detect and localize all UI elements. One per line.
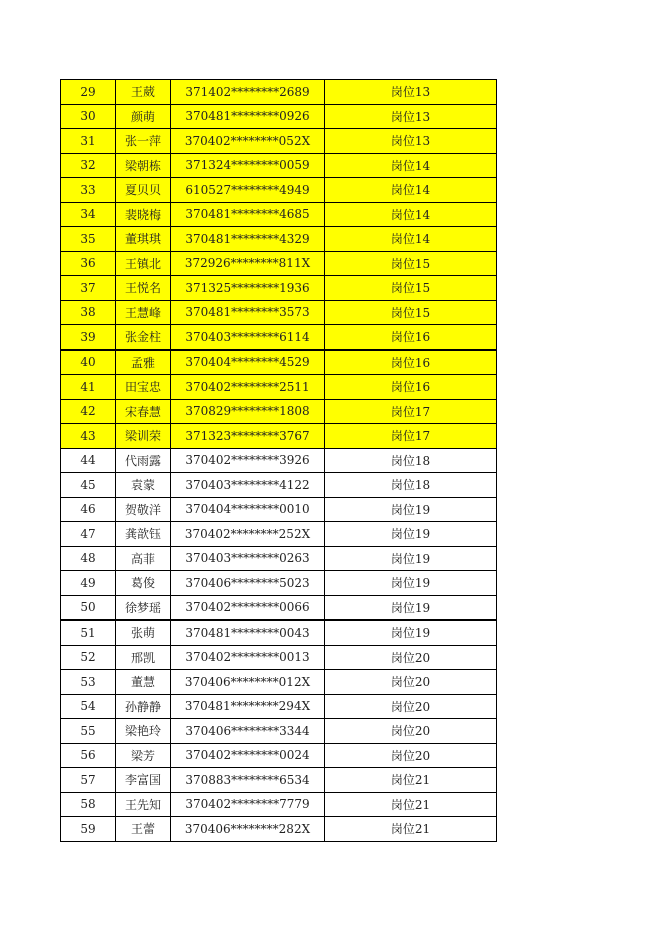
row-number-cell: 31: [61, 129, 116, 154]
position-cell: 岗位21: [325, 768, 497, 793]
row-number-cell: 39: [61, 325, 116, 350]
name-cell: 梁朝栋: [116, 153, 171, 178]
name-cell: 王慧峰: [116, 300, 171, 325]
id-number-cell: 370481********4685: [171, 202, 325, 227]
id-number-cell: 372926********811X: [171, 251, 325, 276]
name-cell: 王镇北: [116, 251, 171, 276]
id-number-cell: 370406********5023: [171, 571, 325, 596]
position-cell: 岗位14: [325, 178, 497, 203]
id-number-cell: 371323********3767: [171, 424, 325, 449]
position-cell: 岗位19: [325, 522, 497, 547]
table-row: [61, 473, 497, 498]
position-cell: 岗位17: [325, 424, 497, 449]
position-cell: 岗位16: [325, 350, 497, 375]
row-number-cell: 59: [61, 817, 116, 842]
id-number-cell: 370406********282X: [171, 817, 325, 842]
position-cell: 岗位14: [325, 202, 497, 227]
table-row: [61, 546, 497, 571]
name-cell: 王悦名: [116, 276, 171, 301]
id-number-cell: 370402********0013: [171, 645, 325, 670]
row-number-cell: 54: [61, 694, 116, 719]
table-row: [61, 227, 497, 252]
table-row: [61, 670, 497, 695]
id-number-cell: 370406********3344: [171, 719, 325, 744]
name-cell: 孙静静: [116, 694, 171, 719]
position-cell: 岗位21: [325, 792, 497, 817]
name-cell: 葛俊: [116, 571, 171, 596]
id-number-cell: 370404********0010: [171, 497, 325, 522]
row-number-cell: 33: [61, 178, 116, 203]
table-row: [61, 300, 497, 325]
name-cell: 宋春慧: [116, 399, 171, 424]
position-cell: 岗位19: [325, 546, 497, 571]
position-cell: 岗位20: [325, 719, 497, 744]
row-number-cell: 45: [61, 473, 116, 498]
position-cell: 岗位20: [325, 743, 497, 768]
table-row: [61, 620, 497, 645]
id-number-cell: 370403********4122: [171, 473, 325, 498]
row-number-cell: 44: [61, 448, 116, 473]
table-row: [61, 497, 497, 522]
position-cell: 岗位19: [325, 571, 497, 596]
id-number-cell: 370481********294X: [171, 694, 325, 719]
position-cell: 岗位15: [325, 251, 497, 276]
position-cell: 岗位17: [325, 399, 497, 424]
table-row: [61, 80, 497, 105]
name-cell: 梁训荣: [116, 424, 171, 449]
row-number-cell: 49: [61, 571, 116, 596]
name-cell: 张萌: [116, 620, 171, 645]
name-cell: 董琪琪: [116, 227, 171, 252]
name-cell: 李富国: [116, 768, 171, 793]
name-cell: 王蕾: [116, 817, 171, 842]
row-number-cell: 34: [61, 202, 116, 227]
id-number-cell: 371325********1936: [171, 276, 325, 301]
position-cell: 岗位21: [325, 817, 497, 842]
position-cell: 岗位13: [325, 80, 497, 105]
name-cell: 张一萍: [116, 129, 171, 154]
position-cell: 岗位16: [325, 375, 497, 400]
position-cell: 岗位19: [325, 595, 497, 620]
row-number-cell: 58: [61, 792, 116, 817]
table-row: [61, 104, 497, 129]
table-body: [61, 80, 497, 842]
id-number-cell: 371402********2689: [171, 80, 325, 105]
position-cell: 岗位20: [325, 694, 497, 719]
id-number-cell: 370829********1808: [171, 399, 325, 424]
table-row: [61, 202, 497, 227]
position-cell: 岗位14: [325, 227, 497, 252]
table-row: [61, 645, 497, 670]
position-cell: 岗位15: [325, 300, 497, 325]
row-number-cell: 52: [61, 645, 116, 670]
id-number-cell: 371324********0059: [171, 153, 325, 178]
name-cell: 田宝忠: [116, 375, 171, 400]
name-cell: 贺敬洋: [116, 497, 171, 522]
row-number-cell: 37: [61, 276, 116, 301]
table-row: [61, 522, 497, 547]
spreadsheet-table: [60, 79, 497, 842]
row-number-cell: 43: [61, 424, 116, 449]
name-cell: 王葳: [116, 80, 171, 105]
table-row: [61, 129, 497, 154]
table-row: [61, 424, 497, 449]
id-number-cell: 610527********4949: [171, 178, 325, 203]
name-cell: 梁芳: [116, 743, 171, 768]
row-number-cell: 50: [61, 595, 116, 620]
name-cell: 徐梦瑶: [116, 595, 171, 620]
position-cell: 岗位18: [325, 473, 497, 498]
name-cell: 裴晓梅: [116, 202, 171, 227]
table-row: [61, 325, 497, 350]
name-cell: 邢凯: [116, 645, 171, 670]
position-cell: 岗位13: [325, 129, 497, 154]
table-row: [61, 817, 497, 842]
position-cell: 岗位19: [325, 620, 497, 645]
row-number-cell: 48: [61, 546, 116, 571]
id-number-cell: 370402********7779: [171, 792, 325, 817]
table-row: [61, 792, 497, 817]
table-row: [61, 153, 497, 178]
position-cell: 岗位19: [325, 497, 497, 522]
row-number-cell: 42: [61, 399, 116, 424]
table-row: [61, 448, 497, 473]
row-number-cell: 41: [61, 375, 116, 400]
id-number-cell: 370481********0043: [171, 620, 325, 645]
position-cell: 岗位20: [325, 670, 497, 695]
row-number-cell: 29: [61, 80, 116, 105]
position-cell: 岗位14: [325, 153, 497, 178]
id-number-cell: 370404********4529: [171, 350, 325, 375]
table-row: [61, 375, 497, 400]
row-number-cell: 40: [61, 350, 116, 375]
row-number-cell: 38: [61, 300, 116, 325]
row-number-cell: 46: [61, 497, 116, 522]
id-number-cell: 370402********0066: [171, 595, 325, 620]
name-cell: 袁蒙: [116, 473, 171, 498]
row-number-cell: 30: [61, 104, 116, 129]
id-number-cell: 370402********2511: [171, 375, 325, 400]
name-cell: 代雨露: [116, 448, 171, 473]
table-row: [61, 178, 497, 203]
position-cell: 岗位20: [325, 645, 497, 670]
name-cell: 颜萌: [116, 104, 171, 129]
id-number-cell: 370403********6114: [171, 325, 325, 350]
table-row: [61, 571, 497, 596]
id-number-cell: 370402********252X: [171, 522, 325, 547]
table-row: [61, 350, 497, 375]
name-cell: 王先知: [116, 792, 171, 817]
table-row: [61, 719, 497, 744]
id-number-cell: 370481********0926: [171, 104, 325, 129]
row-number-cell: 36: [61, 251, 116, 276]
table-row: [61, 768, 497, 793]
id-number-cell: 370402********3926: [171, 448, 325, 473]
row-number-cell: 55: [61, 719, 116, 744]
position-cell: 岗位15: [325, 276, 497, 301]
row-number-cell: 56: [61, 743, 116, 768]
row-number-cell: 51: [61, 620, 116, 645]
name-cell: 夏贝贝: [116, 178, 171, 203]
id-number-cell: 370883********6534: [171, 768, 325, 793]
id-number-cell: 370406********012X: [171, 670, 325, 695]
id-number-cell: 370402********0024: [171, 743, 325, 768]
row-number-cell: 57: [61, 768, 116, 793]
row-number-cell: 47: [61, 522, 116, 547]
id-number-cell: 370402********052X: [171, 129, 325, 154]
position-cell: 岗位18: [325, 448, 497, 473]
table-row: [61, 276, 497, 301]
row-number-cell: 53: [61, 670, 116, 695]
name-cell: 龚歆钰: [116, 522, 171, 547]
name-cell: 高菲: [116, 546, 171, 571]
name-cell: 梁艳玲: [116, 719, 171, 744]
position-cell: 岗位13: [325, 104, 497, 129]
id-number-cell: 370403********0263: [171, 546, 325, 571]
row-number-cell: 32: [61, 153, 116, 178]
row-number-cell: 35: [61, 227, 116, 252]
table-row: [61, 743, 497, 768]
table-row: [61, 595, 497, 620]
name-cell: 张金柱: [116, 325, 171, 350]
name-cell: 董慧: [116, 670, 171, 695]
name-cell: 孟雅: [116, 350, 171, 375]
table-row: [61, 694, 497, 719]
position-cell: 岗位16: [325, 325, 497, 350]
id-number-cell: 370481********3573: [171, 300, 325, 325]
id-number-cell: 370481********4329: [171, 227, 325, 252]
table-row: [61, 251, 497, 276]
table-row: [61, 399, 497, 424]
